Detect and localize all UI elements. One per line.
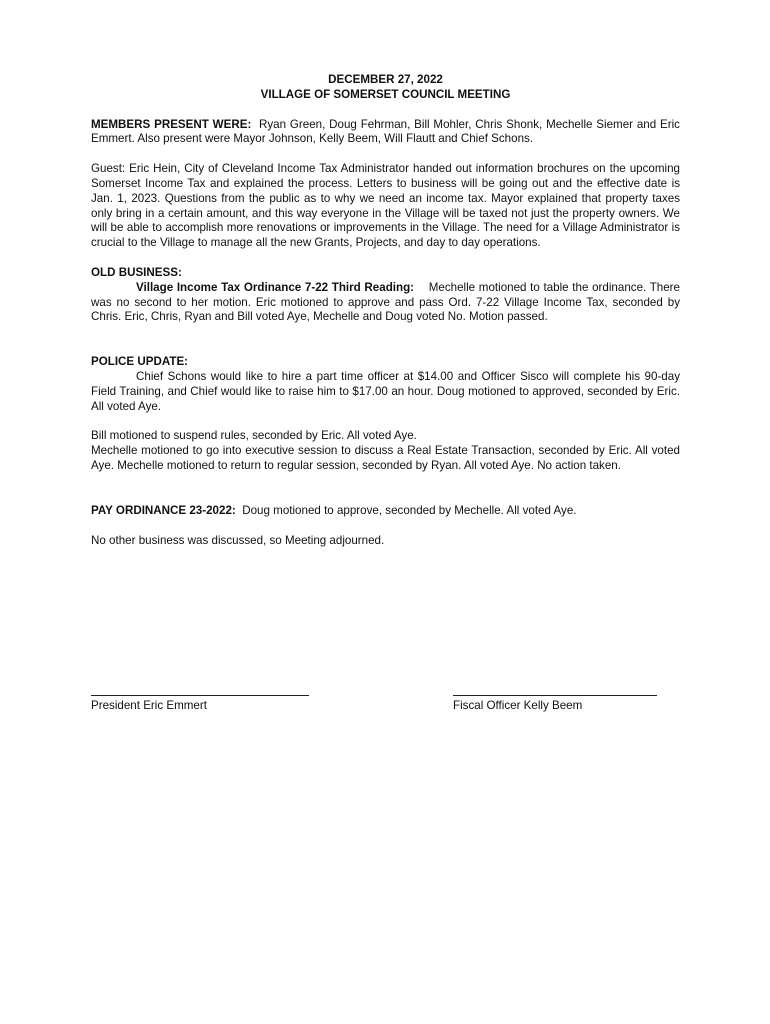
members-text: Ryan Green, Doug Fehrman, Bill Mohler, Chris Shonk, Mechelle Siemer and Eric Emmert. Also present were Mayor Johnson, Kelly Beem, Will Flautt and Chief Schons. [91,117,680,146]
ordinance-text: Mechelle motioned to table the ordinance. There was no second to her motion. Eric motioned to approve and pass Ord. 7-22 Village Income Tax, seconded by Chris. Eric, Chris, Ryan and Bill voted Aye, Mechelle and Doug voted No. Motion passed. [91,280,680,324]
pay-ordinance-label: PAY ORDINANCE 23-2022: [91,503,236,517]
motion-suspend-rules: Bill motioned to suspend rules, seconded by Eric. All voted Aye. [91,429,417,443]
pay-ordinance-paragraph [91,504,680,519]
old-business-paragraph [91,281,680,325]
fiscal-officer-signature-label: Fiscal Officer Kelly Beem [453,699,583,712]
president-signature-line [91,695,309,696]
police-text: Chief Schons would like to hire a part time officer at $14.00 and Officer Sisco will complete his 90-day Field Training, and Chief would like to raise him to $17.00 an hour. Doug motioned to approved, seconded by Eric. All voted Aye. [91,369,680,413]
president-signature-label: President Eric Emmert [91,699,207,712]
ordinance-title: Village Income Tax Ordinance 7-22 Third Reading: [136,280,415,294]
meeting-title: VILLAGE OF SOMERSET COUNCIL MEETING [260,87,511,101]
closing-statement: No other business was discussed, so Meeting adjourned. [91,533,385,547]
meeting-date: DECEMBER 27, 2022 [328,73,443,86]
old-business-heading: OLD BUSINESS: [91,265,182,279]
guest-paragraph: Guest: Eric Hein, City of Cleveland Income Tax Administrator handed out information brochures on the upcoming Somerset Income Tax and explained the process. Letters to business will be going out and the effective date is Jan. 1, 2023. Questions from the public as to why we need an income tax. Mayor explained that property taxes only bring in a certain amount, and this way everyone in the Village will be taxed not just the property owners. We will be able to accomplish more renovations or improvements in the Village. The need for a Village Administrator is crucial to the Village to manage all the new Grants, Projects, and day to day operations. [91,162,680,250]
pay-ordinance-text: Doug motioned to approve, seconded by Mechelle. All voted Aye. [242,503,577,517]
police-paragraph [91,370,680,414]
motion-executive-session: Mechelle motioned to go into executive session to discuss a Real Estate Transaction, seconded by Eric. All voted Aye. Mechelle motioned to return to regular session, seconded by Ryan. All voted Aye. No action taken. [91,444,680,472]
members-label: MEMBERS PRESENT WERE: [91,117,252,131]
police-heading: POLICE UPDATE: [91,355,189,369]
members-paragraph [91,118,680,148]
minutes-body [91,73,680,548]
fiscal-officer-signature-line [453,695,657,696]
